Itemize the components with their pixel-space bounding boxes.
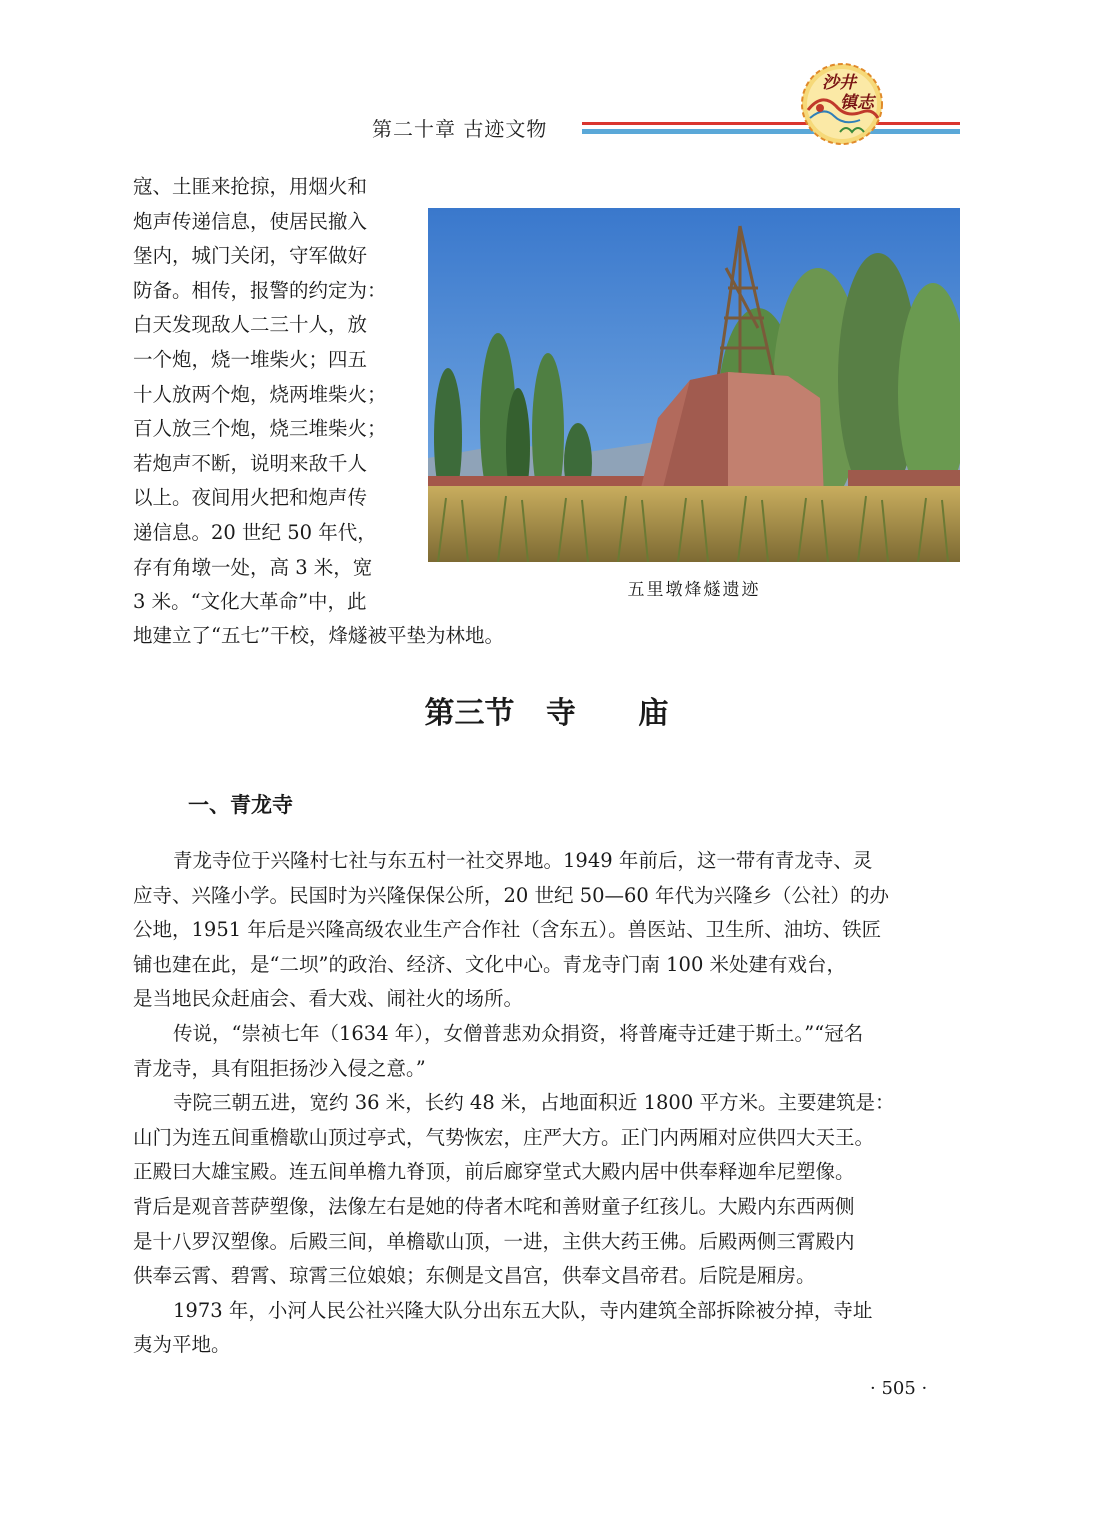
intro-text-column [133,170,409,620]
text-line: 传说，“崇祯七年（1634 年），女僧普悲劝众捐资，将普庵寺迁建于斯土。”“冠名 [173,1021,864,1045]
paragraph [133,1294,960,1363]
text-line: 青龙寺，具有阻拒扬沙入侵之意。” [133,1056,426,1080]
text-line: 应寺、兴隆小学。民国时为兴隆保保公所，20 世纪 50—60 年代为兴隆乡（公社）的办 [133,883,890,907]
text-line: 百人放三个炮，烧三堆柴火； [133,417,387,441]
text-line: 供奉云霄、碧霄、琼霄三位娘娘；东侧是文昌宫，供奉文昌帝君。后院是厢房。 [133,1264,816,1288]
text-line: 夷为平地。 [133,1333,231,1357]
text-line: 是十八罗汉塑像。后殿三间，单檐歇山顶，一进，主供大药王佛。后殿两侧三霄殿内 [133,1229,855,1253]
body-text [133,844,960,1363]
text-line: 正殿曰大雄宝殿。连五间单檐九脊顶，前后廊穿堂式大殿内居中供奉释迦牟尼塑像。 [133,1160,855,1184]
text-line: 白天发现敌人二三十人，放 [133,313,368,337]
town-gazetteer-emblem [800,62,884,146]
text-line: 十人放两个炮，烧两堆柴火； [133,382,387,406]
page-number: · 505 · [870,1378,928,1399]
text-line: 是当地民众赶庙会、看大戏、闹社火的场所。 [133,987,524,1011]
text-line: 以上。夜间用火把和炮声传 [133,486,368,510]
text-line: 铺也建在此，是“二坝”的政治、经济、文化中心。青龙寺门南 100 米处建有戏台， [133,952,847,976]
text-line: 寺院三朝五进，宽约 36 米，长约 48 米，占地面积近 1800 平方米。主要建筑是： [173,1091,895,1115]
chapter-header-title: 第二十章 古迹文物 [372,117,548,141]
text-line: 一个炮，烧一堆柴火；四五 [133,347,368,371]
intro-last-line: 地建立了“五七”干校，烽燧被平垫为林地。 [133,624,504,647]
section-title: 第三节 寺 庙 [424,696,669,731]
header-rule-blue [582,129,960,134]
text-line: 炮声传递信息，使居民撤入 [133,209,368,233]
text-line: 1973 年，小河人民公社兴隆大队分出东五大队，寺内建筑全部拆除被分掉，寺址 [173,1298,873,1322]
paragraph [133,1086,960,1294]
text-line: 青龙寺位于兴隆村七社与东五村一社交界地。1949 年前后，这一带有青龙寺、灵 [173,849,873,872]
beacon-tower-photo [428,208,960,562]
emblem-text-line2: 镇志 [840,93,874,113]
text-line: 背后是观音菩萨塑像，法像左右是她的侍者木咤和善财童子红孩儿。大殿内东西两侧 [133,1194,855,1218]
text-line: 3 米。“文化大革命”中，此 [133,590,367,614]
text-line: 防备。相传，报警的约定为： [133,278,387,302]
paragraph [133,844,960,1017]
beacon-tower-photo-illustration [428,208,960,562]
text-line: 递信息。20 世纪 50 年代， [133,520,377,544]
header-rule-red [582,122,960,125]
paragraph [133,1017,960,1086]
photo-caption: 五里墩烽燧遗迹 [627,580,761,600]
text-line: 若炮声不断，说明来敌千人 [133,451,368,475]
text-line: 山门为连五间重檐歇山顶过亭式，气势恢宏，庄严大方。正门内两厢对应供四大天王。 [133,1125,875,1149]
text-line: 寇、土匪来抢掠，用烟火和 [133,175,368,198]
subsection-title: 一、青龙寺 [188,793,293,817]
text-line: 堡内，城门关闭，守军做好 [133,244,368,268]
text-line: 公地，1951 年后是兴隆高级农业生产合作社（含东五）。兽医站、卫生所、油坊、铁匠 [133,918,882,942]
emblem-text-line1: 沙井 [822,73,856,93]
text-line: 存有角墩一处，高 3 米，宽 [133,555,373,579]
